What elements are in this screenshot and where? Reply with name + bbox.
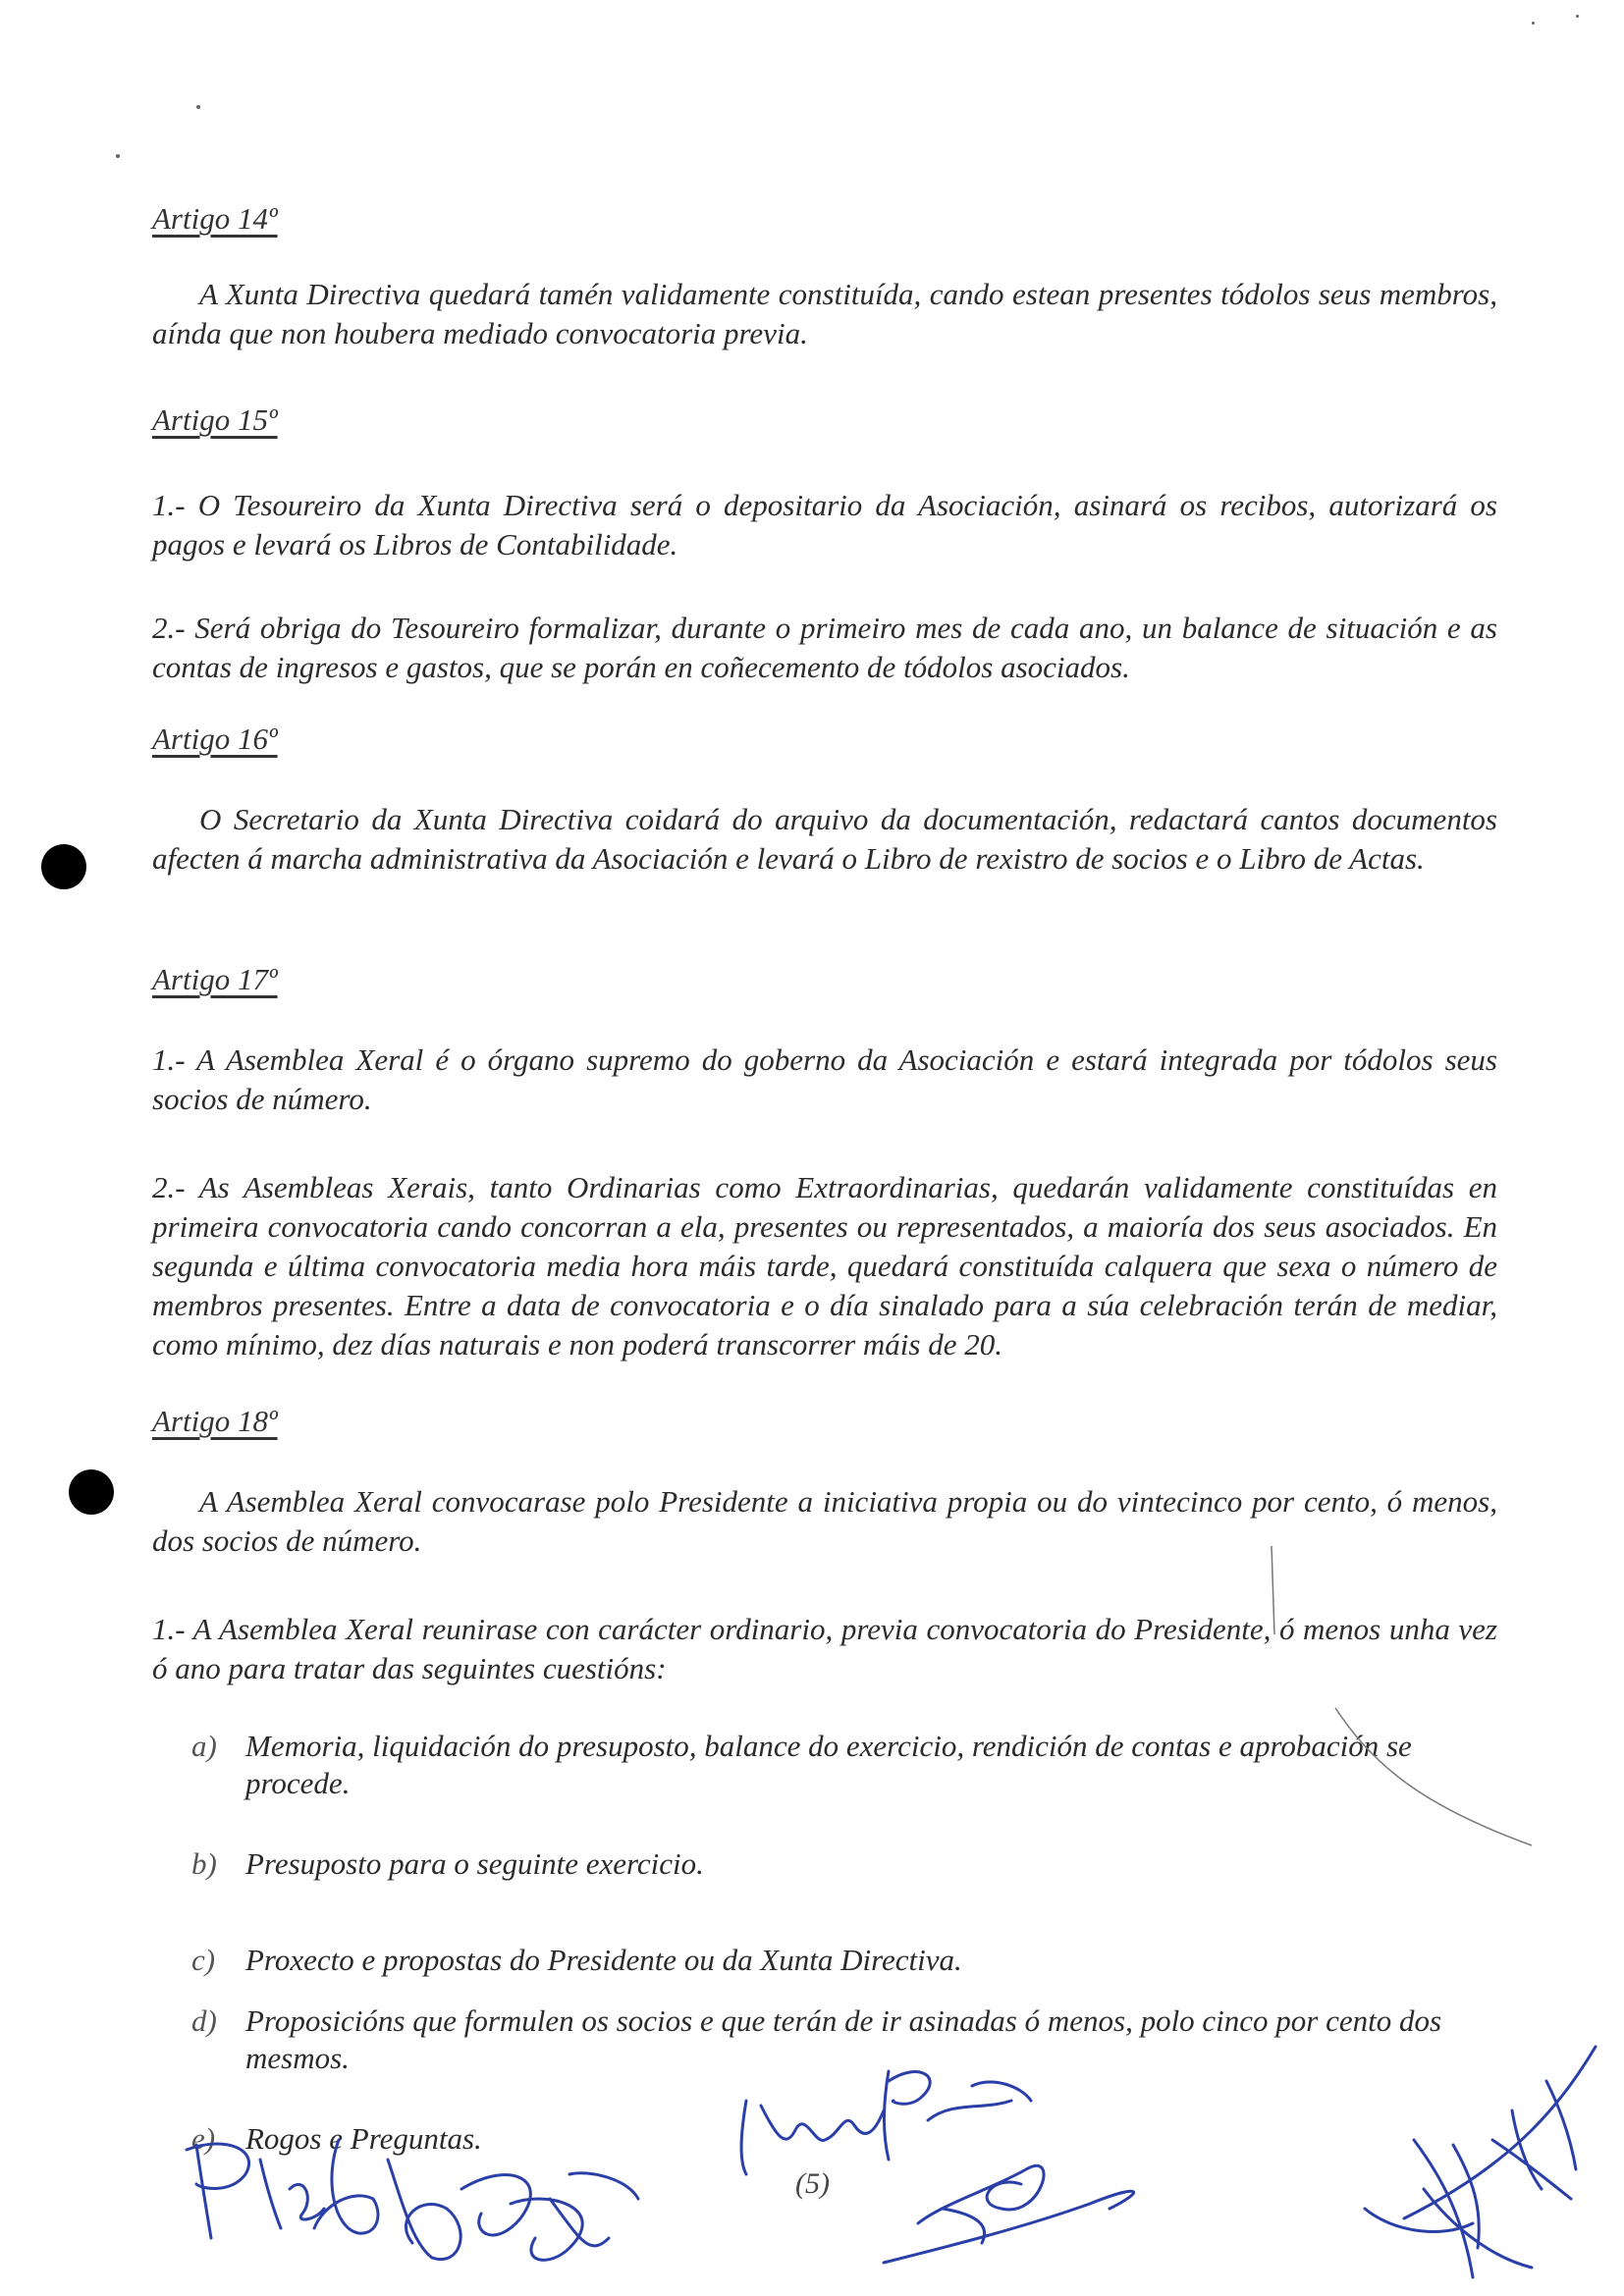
list-item-text: Proposicións que formulen os socios e que terán de ir asinadas ó menos, polo cinco por cento dos mesmos.: [245, 2003, 1442, 2075]
pencil-mark: [1272, 1546, 1274, 1634]
article-paragraph: A Asemblea Xeral convocarase polo Presidente a iniciativa propia ou do vintecinco por cento, ó menos, dos socios de número.: [152, 1484, 1497, 1558]
signature-2: [741, 2071, 1031, 2174]
article-heading: Artigo 18º: [152, 1404, 278, 1438]
signature-1: [187, 2140, 638, 2260]
article-heading: Artigo 15º: [152, 402, 278, 437]
list-item-text: Presuposto para o seguinte exercicio.: [245, 1846, 704, 1881]
article-paragraph: 2.- Será obriga do Tesoureiro formalizar, durante o primeiro mes de cada ano, un balance de situación e as contas de ingresos e gastos, que se porán en coñecemento de tódolos asociados.: [152, 611, 1497, 684]
list-item-label: d): [191, 2003, 217, 2038]
article-paragraph: A Xunta Directiva quedará tamén validamente constituída, cando estean presentes tódolos seus membros, aínda que non houbera mediado convocatoria previa.: [152, 277, 1497, 350]
article-paragraph: O Secretario da Xunta Directiva coidará do arquivo da documentación, redactará cantos documentos afecten á marcha administrativa da Asociación e levará o Libro de rexistro de socios e o Libro de Actas.: [152, 802, 1497, 876]
list-item-label: b): [191, 1846, 217, 1881]
article-paragraph: 1.- A Asemblea Xeral reunirase con carácter ordinario, previa convocatoria do Presidente, ó menos unha vez ó ano para tratar das seguintes cuestións:: [152, 1612, 1497, 1685]
article-heading: Artigo 16º: [152, 721, 278, 756]
article-paragraph: 1.- A Asemblea Xeral é o órgano supremo do goberno da Asociación e estará integrada por tódolos seus socios de número.: [152, 1042, 1497, 1116]
list-item-label: a): [191, 1729, 217, 1763]
article-heading: Artigo 17º: [152, 962, 278, 996]
signature-4: [1365, 2047, 1596, 2277]
signature-3: [884, 2165, 1134, 2263]
article-paragraph: 1.- O Tesoureiro da Xunta Directiva será o depositario da Asociación, asinará os recibos, autorizará os pagos e levará os Libros de Contabilidade.: [152, 488, 1497, 561]
list-item-text: Proxecto e propostas do Presidente ou da Xunta Directiva.: [245, 1943, 962, 1977]
list-item-label: c): [191, 1943, 216, 1977]
list-item-text: Memoria, liquidación do presuposto, balance do exercicio, rendición de contas e aprobación se procede.: [245, 1729, 1412, 1800]
pencil-mark: [1335, 1708, 1532, 1845]
list-item-text: Rogos e Preguntas.: [245, 2121, 482, 2156]
article-paragraph: 2.- As Asembleas Xerais, tanto Ordinarias como Extraordinarias, quedarán validamente constituídas en primeira convocatoria cando concorran a ela, presentes ou representados, a maioría dos seus asociados. En segunda e última convocatoria media hora máis tarde, quedará constituída calquera que sexa o número de membros presentes. Entre a data de convocatoria e o día sinalado para a súa celebración terán de mediar, como mínimo, dez días naturais e non poderá transcorrer máis de 20.: [152, 1170, 1497, 1362]
page-number: (5): [795, 2167, 830, 2200]
list-item-label: e): [191, 2121, 216, 2156]
article-heading: Artigo 14º: [152, 201, 278, 236]
